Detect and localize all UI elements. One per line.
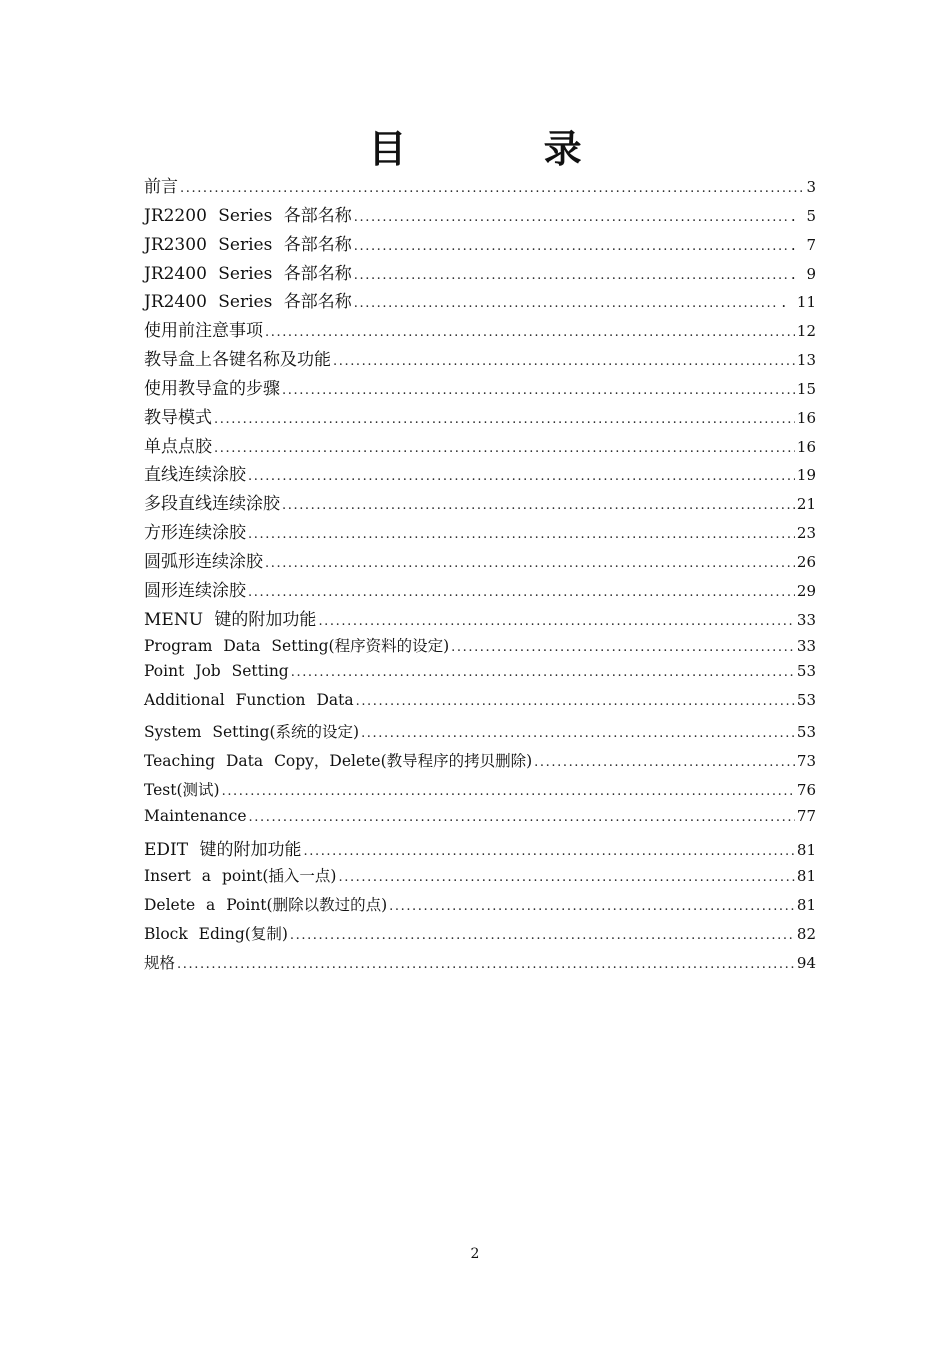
- toc-entry-title: Delete a Point(删除以教过的点): [144, 896, 388, 915]
- dot-leader: [361, 726, 795, 741]
- toc-entry-title: Block Eding(复制): [144, 924, 288, 943]
- toc-entry-jr2300[interactable]: [144, 230, 816, 259]
- toc-entry-title: 规格: [144, 953, 176, 972]
- toc-entry-page: 81: [796, 841, 816, 860]
- dot-leader: [248, 585, 795, 600]
- toc-entry-title: 前言: [144, 177, 178, 197]
- dot-leader: [177, 957, 795, 972]
- toc-entry-page: 23: [796, 524, 816, 543]
- toc-entry-specifications[interactable]: [144, 951, 816, 980]
- toc-entry-page: 33: [796, 610, 816, 629]
- toc-entry-square[interactable]: [144, 518, 816, 547]
- toc-entry-precautions[interactable]: [144, 316, 816, 345]
- dot-leader: [338, 870, 794, 885]
- toc-entry-page: . 9: [790, 264, 816, 283]
- toc-entry-program-data[interactable]: [144, 634, 816, 663]
- toc-entry-page: 16: [796, 408, 816, 427]
- dot-leader: [354, 210, 789, 225]
- toc-entry-title: 多段直线连续涂胶: [144, 494, 280, 515]
- dot-leader: [304, 844, 795, 859]
- dot-leader: [248, 527, 795, 542]
- toc-entry-point-job[interactable]: [144, 662, 816, 691]
- toc-entry-page: 81: [796, 896, 816, 915]
- toc-entry-teaching-copy[interactable]: [144, 749, 816, 778]
- toc-entry-page: 19: [796, 466, 816, 485]
- toc-entry-page: . 7: [790, 235, 816, 254]
- toc-entry-additional-function[interactable]: [144, 691, 816, 720]
- toc-entry-page: 53: [796, 723, 816, 742]
- toc-entry-page: 94: [796, 953, 816, 972]
- dot-leader: [180, 181, 804, 196]
- toc-entry-edit-key[interactable]: [144, 835, 816, 864]
- toc-entry-page: 53: [796, 691, 816, 710]
- toc-entry-menu-key[interactable]: [144, 605, 816, 634]
- dot-leader: [389, 899, 795, 914]
- toc-entry-page: 53: [796, 662, 816, 681]
- toc-entry-title: JR2400 Series 各部名称: [144, 263, 352, 284]
- dot-leader: [356, 694, 795, 709]
- toc-entry-title: Program Data Setting(程序资料的设定): [144, 636, 450, 655]
- dot-leader: [249, 810, 795, 825]
- toc-entry-title: Point Job Setting: [144, 662, 289, 681]
- toc-entry-jr2400[interactable]: [144, 259, 816, 288]
- toc-entry-line[interactable]: [144, 460, 816, 489]
- toc-entry-single-point[interactable]: [144, 432, 816, 461]
- toc-entry-title: Insert a point(插入一点): [144, 867, 337, 886]
- toc-entry-delete-point[interactable]: [144, 893, 816, 922]
- dot-leader: [265, 556, 795, 571]
- toc-entry-title: Additional Function Data: [144, 691, 354, 710]
- toc-entry-test[interactable]: [144, 778, 816, 807]
- toc-entry-title: JR2200 Series 各部名称: [144, 205, 352, 226]
- toc-entry-page: 77: [796, 806, 816, 825]
- toc-entry-steps[interactable]: [144, 374, 816, 403]
- dot-leader: [214, 441, 795, 456]
- toc-entry-title: EDIT 键的附加功能: [144, 840, 302, 861]
- dot-leader: [333, 354, 795, 369]
- dot-leader: [248, 469, 795, 484]
- toc-entry-title: Test(测试): [144, 780, 220, 799]
- toc-entry-title: 圆形连续涂胶: [144, 580, 246, 601]
- dot-leader: [214, 412, 795, 427]
- toc-entry-title: 使用前注意事项: [144, 321, 263, 342]
- toc-entry-page: 81: [796, 867, 816, 886]
- toc-entry-insert-point[interactable]: [144, 864, 816, 893]
- toc-entry-page: 26: [796, 552, 816, 571]
- toc-entry-title: MENU 键的附加功能: [144, 609, 317, 630]
- toc-entry-page: . 11: [781, 293, 816, 312]
- toc-entry-maintenance[interactable]: [144, 807, 816, 836]
- toc-entry-block-editing[interactable]: [144, 922, 816, 951]
- dot-leader: [354, 296, 780, 311]
- toc-entry-title: 教导模式: [144, 407, 212, 428]
- toc-entry-page: . 5: [790, 206, 816, 225]
- toc-entry-page: 21: [796, 495, 816, 514]
- toc-entry-title: JR2400 Series 各部名称: [144, 292, 352, 313]
- toc-entry-system-setting[interactable]: [144, 720, 816, 749]
- toc-entry-jr2200[interactable]: [144, 201, 816, 230]
- toc-entry-page: 73: [796, 751, 816, 770]
- toc-entry-page: 82: [796, 924, 816, 943]
- toc-entry-title: 单点点胶: [144, 436, 212, 457]
- toc-entry-title: JR2300 Series 各部名称: [144, 234, 352, 255]
- toc-entry-page: 12: [796, 322, 816, 341]
- toc-entry-page: 29: [796, 581, 816, 600]
- dot-leader: [282, 383, 795, 398]
- dot-leader: [291, 665, 795, 680]
- toc-entry-title: System Setting(系统的设定): [144, 723, 360, 742]
- dot-leader: [451, 640, 795, 655]
- toc-entry-page: 3: [806, 178, 816, 196]
- toc-entry-title: 方形连续涂胶: [144, 523, 246, 544]
- toc-entry-title: Teaching Data Copy，Delete(教导程序的拷贝删除): [144, 751, 533, 770]
- dot-leader: [354, 239, 789, 254]
- toc-entry-key-names[interactable]: [144, 345, 816, 374]
- toc-entry-arc[interactable]: [144, 547, 816, 576]
- table-of-contents: [144, 172, 816, 980]
- toc-entry-title: Maintenance: [144, 806, 247, 825]
- toc-entry-title: 圆弧形连续涂胶: [144, 551, 263, 572]
- toc-entry-page: 13: [796, 351, 816, 370]
- toc-entry-page: 15: [796, 379, 816, 398]
- toc-entry-title: 教导盒上各键名称及功能: [144, 350, 331, 371]
- toc-heading: 目 录: [368, 126, 644, 171]
- dot-leader: [318, 614, 794, 629]
- dot-leader: [282, 498, 795, 513]
- toc-entry-foreword[interactable]: [144, 172, 816, 201]
- toc-entry-title: 直线连续涂胶: [144, 465, 246, 486]
- page-number: 2: [470, 1246, 480, 1262]
- toc-entry-multi-line[interactable]: [144, 489, 816, 518]
- dot-leader: [534, 755, 795, 770]
- dot-leader: [265, 325, 795, 340]
- dot-leader: [354, 268, 789, 283]
- toc-entry-page: 16: [796, 437, 816, 456]
- toc-entry-circle[interactable]: [144, 576, 816, 605]
- toc-entry-page: 76: [796, 780, 816, 799]
- toc-entry-title: 使用教导盒的步骤: [144, 378, 280, 399]
- toc-entry-page: 33: [796, 636, 816, 655]
- toc-entry-jr2400-b[interactable]: [144, 287, 816, 316]
- dot-leader: [222, 784, 795, 799]
- dot-leader: [290, 928, 795, 943]
- toc-entry-teach-mode[interactable]: [144, 403, 816, 432]
